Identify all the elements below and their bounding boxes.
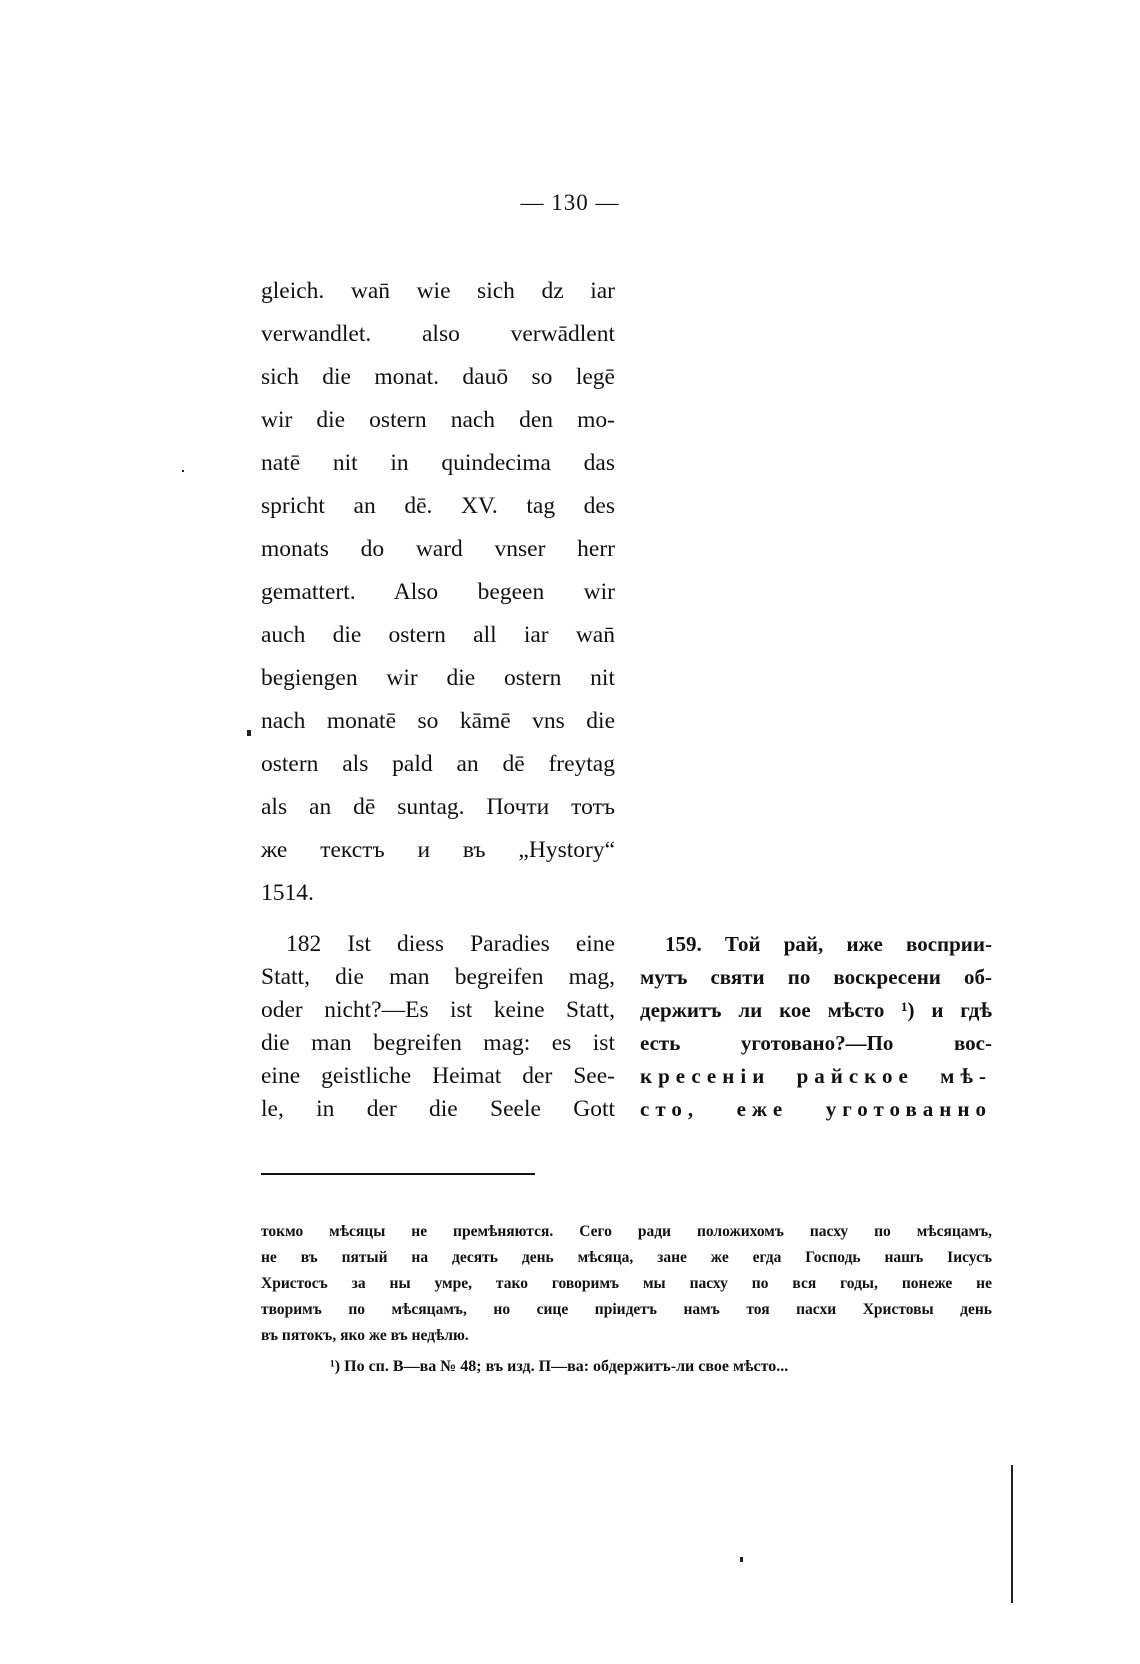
slavonic-line: кресенiи райское мѣ- [640, 1064, 992, 1088]
german-column [261, 928, 615, 1126]
slavonic-line: есть уготовано?—По вос- [640, 1031, 992, 1055]
text-line: monats do ward vnser herr [261, 536, 615, 562]
text-line: 1514. [261, 880, 314, 906]
text-line: als an dē suntag. Почти тотъ [261, 794, 615, 820]
text-line: же текстъ и въ „Hystory“ [261, 837, 615, 863]
text-line: nach monatē so kāmē vns die [261, 708, 615, 734]
footnote-continuation [261, 1219, 992, 1349]
footnote-divider [261, 1173, 535, 1175]
footnote-line: Христосъ за ны умре, тако говоримъ мы пасху по вся годы, понеже не [261, 1275, 992, 1292]
text-line: verwandlet. also verwādlent [261, 321, 615, 347]
text-line: natē nit in quindecima das [261, 450, 615, 476]
scan-speck [740, 1557, 743, 1562]
german-line: die man begreifen mag: es ist [261, 1030, 615, 1056]
german-line: 182 Ist diess Paradies eine [286, 931, 615, 957]
text-line: sich die monat. dauō so legē [261, 364, 615, 390]
slavonic-line: сто, еже уготованно [640, 1097, 992, 1121]
text-line: begiengen wir die ostern nit [261, 665, 615, 691]
footnote-line: не въ пятый на десять день мѣсяца, зане же егда Господь нашъ Iисусъ [261, 1249, 992, 1266]
footnote-reference: ¹) По сп. В—ва № 48; въ изд. П—ва: обдержитъ-ли свое мѣсто... [330, 1358, 789, 1375]
footnote-line: токмо мѣсяцы не премѣняются. Сего ради положихомъ пасху по мѣсяцамъ, [261, 1223, 992, 1240]
top-text-block [261, 270, 615, 915]
text-line: wir die ostern nach den mo- [261, 407, 615, 433]
footnote-line: въ пятокъ, яко же въ недѣлю. [261, 1327, 469, 1344]
scan-speck [182, 470, 184, 472]
footnote-line: творимъ по мѣсяцамъ, но сице прiидетъ намъ тоя пасхи Христовы день [261, 1301, 992, 1318]
german-line: le, in der die Seele Gott [261, 1096, 615, 1122]
german-line: Statt, die man begreifen mag, [261, 964, 615, 990]
text-line: ostern als pald an dē freytag [261, 751, 615, 777]
text-line: gemattert. Also begeen wir [261, 579, 615, 605]
german-line: eine geistliche Heimat der See- [261, 1063, 615, 1089]
slavonic-column [640, 928, 992, 1126]
scan-edge-line [1011, 1465, 1013, 1603]
text-line: gleich. wan̄ wie sich dz iar [261, 278, 615, 304]
page-number: — 130 — [520, 190, 620, 215]
text-line: spricht an dē. XV. tag des [261, 493, 615, 519]
slavonic-line: держитъ ли кое мѣсто ¹) и гдѣ [640, 998, 992, 1022]
german-line: oder nicht?—Es ist keine Statt, [261, 997, 615, 1023]
slavonic-line: мутъ святи по воскресени об- [640, 965, 992, 989]
slavonic-line: 159. Той рай, иже восприи- [665, 932, 992, 956]
scan-speck [247, 730, 251, 736]
text-line: auch die ostern all iar wan̄ [261, 622, 615, 648]
